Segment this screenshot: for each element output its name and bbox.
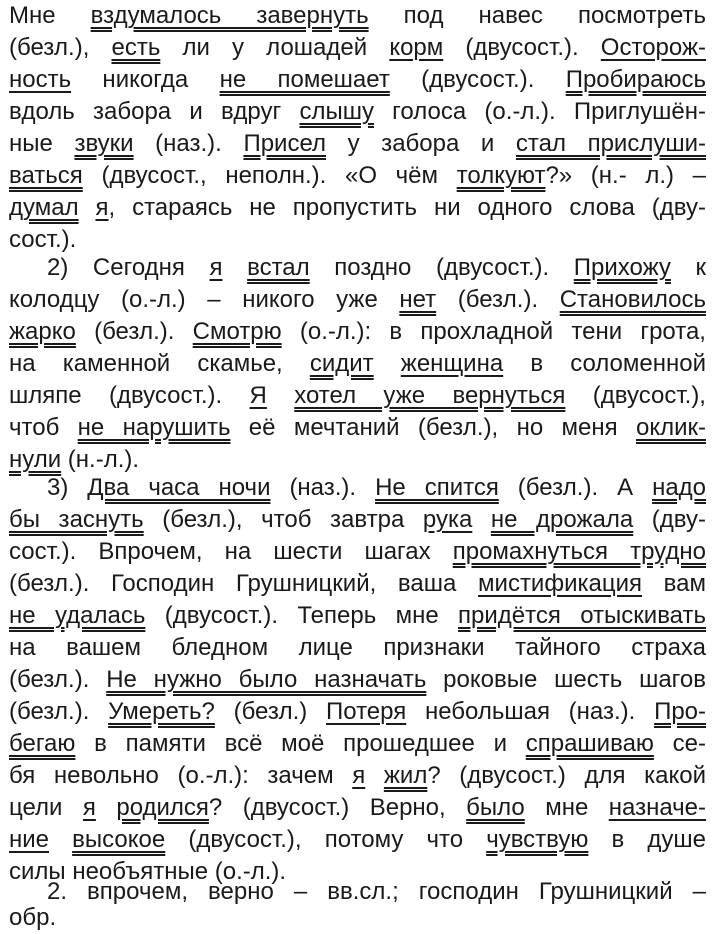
plain-text (472, 506, 491, 533)
plain-text: в соломенной (503, 350, 707, 377)
plain-text: 2) Сегодня (47, 254, 210, 281)
plain-text: (наз.). (133, 130, 244, 157)
plain-text: (безл.). А (498, 474, 653, 501)
predicate-text: придётся отыскивать (458, 602, 706, 629)
text-line (9, 192, 706, 224)
plain-text: (безл.). Господин Грушницкий, ваша (9, 570, 479, 597)
plain-text: ные (9, 130, 75, 157)
text-line (9, 96, 706, 128)
subject-text: назначе- (608, 794, 707, 821)
plain-text: ли у лошадей (160, 34, 390, 61)
predicate-text: хотел уже вернуться (294, 382, 566, 409)
text-line (9, 380, 706, 412)
text-line (47, 472, 706, 504)
predicate-text: Два часа ночи (87, 474, 271, 501)
text-line (9, 348, 706, 380)
subject-text: корм (389, 34, 444, 61)
plain-text: , стараясь не пропустить ни одного слова (дву- (108, 194, 706, 221)
predicate-text: толкуют (456, 162, 546, 189)
predicate-text: высокое (72, 826, 166, 853)
subject-text: я (352, 762, 366, 789)
plain-text (96, 794, 116, 821)
plain-text: сост.). (9, 226, 77, 253)
subject-text: Осторож- (600, 34, 707, 61)
text-line (9, 160, 706, 192)
plain-text: (безл.), (9, 34, 112, 61)
subject-text: Я (249, 382, 267, 409)
predicate-text: сидит (309, 350, 374, 377)
text-line (9, 632, 706, 664)
text-line (9, 568, 706, 600)
subject-text: мистификация (478, 570, 643, 597)
plain-text: поздно (двусост.). (309, 254, 574, 281)
plain-text (223, 254, 248, 281)
plain-text: чтоб (9, 414, 78, 441)
plain-text: цели (9, 794, 83, 821)
plain-text: (о.-л.): в прохладной тени грота, (281, 318, 706, 345)
predicate-text: Не нужно было назначать (106, 666, 427, 693)
predicate-text: нули (9, 446, 62, 473)
plain-text: (двусост., неполн.). «О чём (82, 162, 457, 189)
predicate-text: Пробираюсь (565, 66, 706, 93)
predicate-text: Умереть? (108, 698, 215, 725)
predicate-text: звуки (74, 130, 134, 157)
plain-text: сост.). Впрочем, на шести шагах (9, 538, 453, 565)
plain-text: бя невольно (о.-л.): зачем (9, 762, 353, 789)
plain-text: (наз.). (270, 474, 376, 501)
predicate-text: Прихожу (573, 254, 671, 281)
text-line (9, 128, 706, 160)
predicate-text: Смотрю (192, 318, 282, 345)
plain-text: 3) (47, 474, 88, 501)
predicate-text: бы заснуть (9, 506, 144, 533)
text-line (9, 664, 706, 696)
plain-text (267, 382, 294, 409)
subject-text: рука (422, 506, 473, 533)
plain-text: (двусост.). (389, 66, 566, 93)
text-line (9, 0, 706, 32)
plain-text: (безл.), чтоб завтра (143, 506, 423, 533)
plain-text: Мне (9, 2, 91, 29)
plain-text: в памяти всё моё прошедшее и (75, 730, 526, 757)
subject-text: ность (9, 66, 72, 93)
plain-text: силы необъятные (о.-л.). (9, 858, 287, 885)
plain-text: мне (524, 794, 609, 821)
text-line (9, 316, 706, 348)
subject-text: женщина (400, 350, 504, 377)
predicate-text: оклик- (635, 414, 706, 441)
predicate-text: жил (383, 762, 428, 789)
plain-text: на вашем бледном лице признаки тайного страха (9, 634, 706, 661)
text-line (9, 600, 706, 632)
plain-text: се- (653, 730, 707, 757)
subject-text: я (82, 794, 96, 821)
text-line (9, 536, 706, 568)
predicate-text: не дрожала (490, 506, 634, 533)
plain-text: к (670, 254, 707, 281)
plain-text: её мечтаний (безл.), но меня (230, 414, 636, 441)
plain-text (374, 350, 401, 377)
plain-text: (безл.). (9, 666, 107, 693)
plain-text: вдоль забора и вдруг (9, 98, 300, 125)
plain-text: обр. (9, 904, 57, 931)
text-line (9, 504, 706, 536)
plain-text: голоса (о.-л.). Приглушён- (373, 98, 706, 125)
text-line (9, 32, 706, 64)
predicate-text: есть (111, 34, 161, 61)
plain-text: (двусост.). (443, 34, 601, 61)
predicate-text: надо (652, 474, 707, 501)
predicate-text: думал (9, 194, 79, 221)
plain-text: колодцу (о.-л.) – никого уже (9, 286, 400, 313)
predicate-text: вздумалось завернуть (90, 2, 369, 29)
plain-text: в душе (588, 826, 706, 853)
predicate-text: не удалась (9, 602, 146, 629)
plain-text: на каменной скамье, (9, 350, 310, 377)
plain-text: небольшая (наз.). (406, 698, 655, 725)
predicate-text: Не спится (375, 474, 499, 501)
predicate-text: Про- (654, 698, 706, 725)
text-line (47, 252, 706, 284)
text-line (9, 412, 706, 444)
predicate-text: промахнуться трудно (452, 538, 706, 565)
predicate-text: слышу (299, 98, 374, 125)
predicate-text: встал (247, 254, 310, 281)
predicate-text: Присел (243, 130, 326, 157)
predicate-text: не нарушить (77, 414, 231, 441)
subject-text: я (95, 194, 109, 221)
plain-text: (двусост.), потому что (165, 826, 487, 853)
predicate-text: жарко (9, 318, 76, 345)
text-line (9, 696, 706, 728)
predicate-text: Становилось (559, 286, 706, 313)
plain-text (79, 194, 96, 221)
predicate-text: бегаю (9, 730, 76, 757)
plain-text: роковые шесть шагов (426, 666, 707, 693)
text-line (9, 792, 706, 824)
plain-text: у забора и (326, 130, 516, 157)
text-line (9, 64, 706, 96)
plain-text: (дву- (633, 506, 707, 533)
plain-text: (безл.) (214, 698, 326, 725)
plain-text: шляпе (двусост.). (9, 382, 250, 409)
plain-text: 2. впрочем, верно – вв.сл.; господин Грушницкий – (47, 878, 706, 905)
plain-text (49, 826, 72, 853)
predicate-text: не помешает (219, 66, 390, 93)
plain-text: (двусост.), (565, 382, 706, 409)
predicate-text: чувствую (486, 826, 589, 853)
predicate-text: родился (116, 794, 209, 821)
predicate-text: стал прислуши- (515, 130, 706, 157)
text-line (9, 284, 706, 316)
subject-text: я (209, 254, 223, 281)
text-line (9, 760, 706, 792)
plain-text: (двусост.). Теперь мне (145, 602, 459, 629)
plain-text: (н.-л.). (61, 446, 140, 473)
text-line (9, 728, 706, 760)
text-line (9, 824, 706, 856)
plain-text: ? (двусост.) для какой (427, 762, 707, 789)
text-line (9, 902, 706, 934)
predicate-text: было (466, 794, 525, 821)
plain-text: под навес посмотреть (368, 2, 707, 29)
plain-text: (безл.). (436, 286, 560, 313)
subject-text: Потеря (326, 698, 407, 725)
plain-text: (безл.). (9, 698, 109, 725)
subject-text: ние (9, 826, 50, 853)
predicate-text: ваться (9, 162, 83, 189)
predicate-text: нет (399, 286, 437, 313)
plain-text (365, 762, 384, 789)
plain-text: никогда (71, 66, 220, 93)
plain-text: (безл.). (75, 318, 193, 345)
plain-text: ? (двусост.) Верно, (208, 794, 467, 821)
predicate-text: спрашиваю (525, 730, 654, 757)
plain-text: ?» (н.- л.) – (545, 162, 706, 189)
plain-text: вам (642, 570, 707, 597)
